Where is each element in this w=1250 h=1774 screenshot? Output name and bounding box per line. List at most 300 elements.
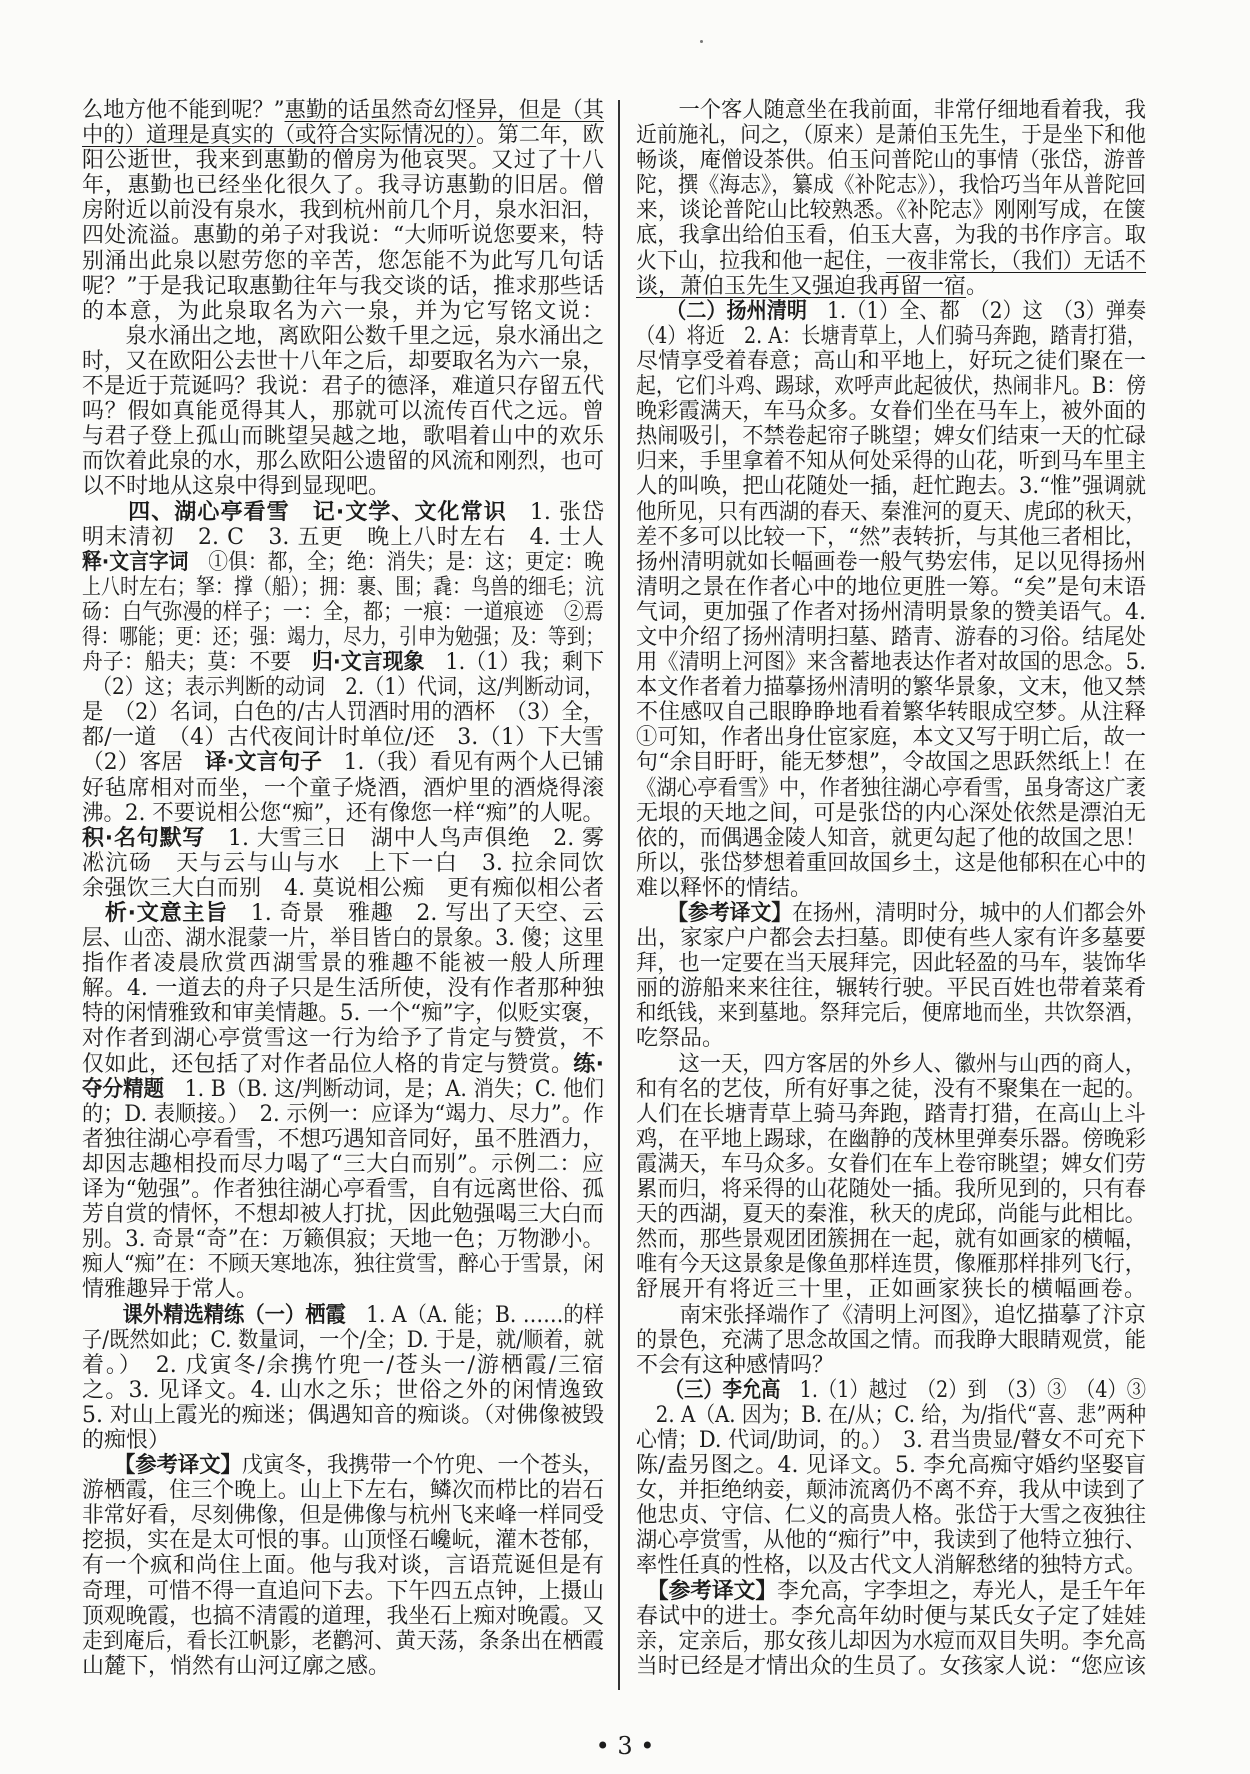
- text-segment: 丽的游船来来往往，辗转行驶。平民百姓也带着菜肴: [636, 976, 1146, 1002]
- section-heading: 练·: [573, 1051, 604, 1077]
- text-line: [82, 776, 604, 801]
- text-line-content: [636, 1428, 1146, 1453]
- text-segment: 么地方他不能到呢？”: [82, 98, 285, 123]
- text-line: [82, 801, 604, 826]
- text-line-content: [636, 474, 1146, 499]
- text-line-content: [636, 926, 1146, 951]
- text-line: [82, 274, 604, 299]
- text-line-content: [82, 324, 604, 349]
- text-line-content: [636, 1378, 1146, 1403]
- column-divider: [618, 100, 620, 1690]
- text-line-content: [636, 650, 1146, 675]
- text-segment: 他所见，只有西湖的春天、秦淮河的夏天、虎邱的秋天，: [636, 499, 1146, 525]
- text-line-content: [636, 625, 1146, 650]
- text-line-content: [636, 223, 1146, 248]
- text-line: [82, 1353, 604, 1378]
- text-line-content: [82, 600, 604, 625]
- text-line: [82, 750, 604, 775]
- text-line-content: [636, 1252, 1146, 1277]
- text-segment: 非常好看，尽刻佛像，但是佛像与杭州飞来峰一样同受: [82, 1503, 604, 1529]
- text-segment: 芳自赏的情怀，不想却被人打扰，因此勉强喝三大白而: [82, 1202, 604, 1228]
- text-line-content: [82, 1403, 604, 1428]
- text-line: [636, 349, 1146, 374]
- text-line: [636, 1503, 1146, 1528]
- text-line: [636, 123, 1146, 148]
- text-line-content: [636, 1353, 834, 1378]
- text-line-content: [82, 1528, 604, 1553]
- text-line: [636, 525, 1146, 550]
- text-line: [82, 725, 604, 750]
- text-line: [636, 1403, 1146, 1428]
- section-heading: 归·文言现象: [311, 650, 425, 676]
- text-line: [636, 826, 1146, 851]
- text-line-content: [82, 700, 604, 725]
- underlined-answer-text: 谈，萧伯玉先生又强迫我再留一宿: [636, 273, 967, 299]
- text-line: [82, 299, 604, 324]
- text-segment: 春试中的进士。李允高年幼时便与某氏女子定了娃娃: [636, 1603, 1146, 1629]
- text-line: [82, 650, 604, 675]
- text-line-content: [636, 123, 1146, 148]
- text-line-content: [636, 951, 1146, 976]
- text-line: [636, 374, 1146, 399]
- section-heading: 课外精选精练（一）栖霞: [122, 1302, 346, 1328]
- text-line: [636, 1127, 1146, 1152]
- text-segment: 房附近以前没有泉水，我到杭州前几个月，泉水汩汩，: [82, 198, 604, 224]
- text-line: [82, 1503, 604, 1528]
- text-line-content: [636, 600, 1146, 625]
- text-segment: 这一天，四方客居的外乡人、徽州与山西的商人，: [636, 1051, 1146, 1077]
- text-line-content: [636, 98, 1146, 123]
- text-line-content: [636, 801, 1146, 826]
- text-line-content: [636, 274, 988, 299]
- text-line: [636, 1277, 1146, 1302]
- text-line: [636, 1227, 1146, 1252]
- text-segment: 好毡席相对而坐，一个童子烧酒，酒炉里的酒烧得滚: [82, 775, 604, 801]
- text-segment: 不会有这种感情吗？: [636, 1352, 835, 1378]
- text-line: [82, 1528, 604, 1553]
- text-line-content: [82, 274, 604, 299]
- text-line: [82, 901, 604, 926]
- text-segment: 用《清明上河图》来含蓄地表达作者对故国的思念。5.: [636, 650, 1146, 676]
- text-line: [82, 1227, 604, 1252]
- text-segment: 而饮着此泉的水，那么欧阳公遗留的风流和刚烈，也可: [82, 449, 604, 475]
- text-line: [636, 274, 1146, 299]
- text-line: [636, 926, 1146, 951]
- text-segment: 的景色，充满了思念故国之情。而我睁大眼睛观赏，能: [636, 1327, 1146, 1353]
- text-line-content: [636, 1202, 1146, 1227]
- text-line: [636, 1453, 1146, 1478]
- text-line: [82, 399, 604, 424]
- text-line: [82, 876, 604, 901]
- text-line-content: [82, 399, 604, 424]
- text-line: [82, 1026, 604, 1051]
- text-line: [636, 700, 1146, 725]
- text-line-content: [82, 474, 390, 499]
- text-segment: 当时已经是才情出众的生员了。女孩家人说：“您应该: [636, 1653, 1146, 1679]
- text-segment: [82, 901, 105, 926]
- text-line: [636, 951, 1146, 976]
- text-segment: 1. B（B. 这/判断动词，是；A. 消失；C. 他们: [164, 1076, 604, 1102]
- text-segment: 归来，手里拿着不知从何处采得的山花，听到马车里主: [636, 449, 1146, 475]
- text-line-content: [636, 299, 1146, 324]
- text-segment: 指作者凌晨欣赏西湖雪景的雅趣不能被一般人所理: [82, 951, 604, 977]
- text-line: [82, 1378, 604, 1403]
- text-line: [636, 173, 1146, 198]
- text-line-content: [636, 1277, 1146, 1302]
- text-segment: 1.（我）看见有两个人已铺: [321, 750, 604, 776]
- text-segment: 近前施礼，问之，（原来）是萧伯玉先生，于是坐下和他: [636, 123, 1146, 149]
- text-segment: 之。3. 见译文。4. 山水之乐；世俗之外的闲情逸致: [82, 1377, 604, 1403]
- text-line-content: [82, 650, 604, 675]
- text-segment: 鸡，在平地上踢球，在幽静的茂林里弹奏乐器。傍晚彩: [636, 1126, 1146, 1152]
- text-line-content: [636, 1478, 1146, 1503]
- text-line-content: [82, 1353, 604, 1378]
- text-line: [636, 299, 1146, 324]
- text-line-content: [82, 550, 604, 575]
- text-line-content: [82, 349, 604, 374]
- text-segment: 陀，撰《海志》，纂成《补陀志》），我恰巧当年从普陀回: [636, 173, 1146, 199]
- text-line: [636, 148, 1146, 173]
- text-line-content: [82, 1001, 604, 1026]
- text-segment: [82, 1453, 125, 1478]
- left-text-column: [82, 98, 604, 1679]
- text-line: [636, 1303, 1146, 1328]
- text-segment: 湖心亭赏雪，从他的“痴行”中，我读到了他特立独行、: [636, 1528, 1146, 1554]
- underlined-answer-text: 中的）道理是真实的（或符合实际情况的）: [82, 123, 477, 149]
- section-heading: （二）扬州清明: [676, 298, 807, 324]
- text-line-content: [636, 1579, 1146, 1604]
- underlined-answer-text: 惠勤的话虽然奇幻怪异，但是（其: [284, 98, 604, 123]
- text-line-content: [82, 1026, 604, 1051]
- text-line: [636, 1077, 1146, 1102]
- text-line-content: [82, 1604, 604, 1629]
- text-segment: 1.（1）我；剩下: [424, 650, 604, 676]
- text-line-content: [636, 1227, 1146, 1252]
- text-line-content: [82, 98, 604, 123]
- text-line-content: [82, 1152, 604, 1177]
- text-line: [636, 500, 1146, 525]
- text-segment: 在扬州，清明时分，城中的人们都会外: [792, 901, 1146, 926]
- text-line-content: [636, 1528, 1146, 1553]
- text-line-content: [636, 1077, 1146, 1102]
- text-line-content: [82, 1277, 258, 1302]
- text-line: [636, 1026, 1146, 1051]
- text-line: [82, 349, 604, 374]
- text-segment: 对作者到湖心亭赏雪这一行为给予了肯定与赞赏，不: [82, 1026, 604, 1052]
- text-segment: 别。3. 奇景“奇”在：万籁俱寂；天地一色；万物渺小。: [82, 1227, 604, 1253]
- text-line: [636, 424, 1146, 449]
- text-segment: 1.（1）全、都 （2）这 （3）弹奏: [806, 298, 1146, 324]
- text-line: [636, 198, 1146, 223]
- text-line-content: [636, 1604, 1146, 1629]
- text-segment: 。第二年，欧: [476, 123, 604, 149]
- text-segment: 然而，那些景观团团簇拥在一起，就有如画家的横幅，: [636, 1227, 1146, 1253]
- text-line: [636, 675, 1146, 700]
- text-segment: 是 （2）名词，白色的/古人罚酒时用的酒杯 （3）全，: [82, 700, 604, 726]
- text-line-content: [82, 1503, 604, 1528]
- section-heading: 【参考译文】: [677, 901, 793, 926]
- text-line-content: [636, 1453, 1146, 1478]
- text-segment: [636, 1378, 675, 1403]
- text-segment: 无垠的天地之间，可是张岱的内心深处依然是漂泊无: [636, 800, 1146, 826]
- text-line-content: [82, 173, 604, 198]
- text-line-content: [636, 575, 1146, 600]
- text-line: [636, 851, 1146, 876]
- text-line: [82, 1629, 604, 1654]
- text-segment: 得：哪能；更：还；强：竭力，尽力，引申为勉强；及：等到；: [82, 624, 604, 650]
- text-line: [636, 776, 1146, 801]
- text-line-content: [82, 826, 604, 851]
- text-line-content: [636, 725, 1146, 750]
- text-line-content: [636, 500, 1146, 525]
- text-line-content: [82, 249, 604, 274]
- section-heading: 析·文意主旨: [104, 901, 228, 926]
- text-line-content: [636, 1152, 1146, 1177]
- text-segment: 人们在长塘青草上骑马奔跑，踏青打猎，在高山上斗: [636, 1101, 1146, 1127]
- text-line-content: [82, 1303, 604, 1328]
- text-line-content: [636, 901, 1146, 926]
- text-segment: 李允高，字李坦之，寿光人，是壬午年: [777, 1578, 1146, 1604]
- text-segment: 率性任真的性格，以及古代文人消解愁绪的独特方式。: [636, 1553, 1146, 1579]
- text-line: [82, 575, 604, 600]
- text-segment: 舟子：船夫；莫：不要: [82, 650, 312, 676]
- text-line: [82, 1127, 604, 1152]
- text-segment: 余强饮三大白而别 4. 莫说相公痴 更有痴似相公者: [82, 875, 604, 901]
- text-segment: 山麓下，悄然有山河辽廓之感。: [82, 1653, 391, 1679]
- text-line-content: [82, 1579, 604, 1604]
- text-segment: 与君子登上孤山而眺望吴越之地，歌唱着山中的欢乐: [82, 424, 604, 450]
- text-segment: 心情；D. 代词/助词，的。） 3. 君当贵显/瞽女不可充下: [636, 1427, 1146, 1453]
- text-line: [82, 223, 604, 248]
- text-segment: 火下山，拉我和他一起住，: [636, 248, 886, 274]
- text-line: [82, 525, 604, 550]
- text-segment: 仅如此，还包括了对作者品位人格的肯定与赞赏。: [82, 1051, 574, 1077]
- text-segment: 奇理，可惜不得一直追问下去。下午四五点钟，上摄山: [82, 1578, 604, 1604]
- text-line-content: [82, 1102, 604, 1127]
- text-segment: 起，它们斗鸡、踢球，欢呼声此起彼伏，热闹非凡。B：傍: [636, 374, 1146, 400]
- text-segment: 泉水涌出之地，离欧阳公数千里之远，泉水涌出之: [82, 323, 604, 349]
- text-line: [82, 1604, 604, 1629]
- text-segment: 走到庵后，看长江帆影，老鹳河、黄天荡，条条出在栖霞: [82, 1628, 604, 1654]
- text-segment: 解。4. 一道去的舟子只是生活所使，没有作者那种独: [82, 976, 604, 1002]
- text-line-content: [82, 951, 604, 976]
- text-line: [82, 1052, 604, 1077]
- text-line: [636, 1328, 1146, 1353]
- text-line-content: [82, 1378, 604, 1403]
- text-segment: （2）客居: [82, 750, 205, 776]
- text-line: [82, 550, 604, 575]
- text-line: [82, 148, 604, 173]
- text-segment: 1.（1）越过 （2）到 （3）③ （4）③: [780, 1377, 1146, 1403]
- text-line: [636, 725, 1146, 750]
- section-heading: 【参考译文】: [657, 1578, 778, 1604]
- text-segment: 5. 对山上霞光的痴迷；偶遇知音的痴谈。（对佛像被毁: [82, 1402, 604, 1428]
- text-line: [636, 625, 1146, 650]
- section-heading: 译·文言句子: [204, 750, 322, 776]
- text-line-content: [82, 1127, 604, 1152]
- text-line-content: [636, 249, 1146, 274]
- text-line: [636, 449, 1146, 474]
- text-line: [82, 1102, 604, 1127]
- section-heading: 释·文言字词: [82, 549, 189, 575]
- text-segment: 他忠贞、守信、仁义的高贵人格。张岱于大雪之夜独往: [636, 1503, 1146, 1529]
- text-line: [82, 1077, 604, 1102]
- text-line-content: [82, 1227, 604, 1252]
- text-segment: 依的，而偶遇金陵人知音，就更勾起了他的故国之思！: [636, 825, 1146, 851]
- text-line-content: [82, 926, 604, 951]
- text-line-content: [636, 1052, 1146, 1077]
- text-line-content: [82, 1453, 604, 1478]
- text-line: [636, 1478, 1146, 1503]
- text-line-content: [82, 1177, 604, 1202]
- text-line-content: [82, 198, 604, 223]
- text-segment: 畅谈，庵僧设茶供。伯玉问普陀山的事情（张岱，游普: [636, 148, 1146, 174]
- text-line: [636, 1629, 1146, 1654]
- text-line-content: [636, 851, 1146, 876]
- text-line: [636, 1528, 1146, 1553]
- text-segment: 的本意，为此泉取名为六一泉，并为它写铭文说：: [82, 298, 604, 324]
- text-line-content: [82, 1428, 170, 1453]
- text-line-content: [636, 173, 1146, 198]
- text-line-content: [82, 1654, 390, 1679]
- text-line-content: [82, 1478, 604, 1503]
- text-line-content: [636, 399, 1146, 424]
- text-line: [636, 750, 1146, 775]
- text-segment: 《湖心亭看雪》中，作者独往湖心亭看雪，虽身寄这广袤: [636, 775, 1146, 801]
- text-line-content: [82, 1328, 604, 1353]
- text-segment: 尽情享受着春意；高山和平地上，好玩之徒们聚在一: [636, 348, 1146, 374]
- text-line: [636, 1353, 1146, 1378]
- text-segment: 2. A（A. 因为；B. 在/从；C. 给，为/指代“喜、悲”两种: [636, 1402, 1146, 1428]
- text-line-content: [636, 876, 812, 901]
- text-line-content: [636, 1001, 1146, 1026]
- text-segment: 1. 大雪三日 湖中人鸟声俱绝 2. 雾: [205, 825, 605, 851]
- text-line: [636, 1553, 1146, 1578]
- text-line-content: [636, 1328, 1146, 1353]
- text-line: [636, 98, 1146, 123]
- text-segment: 吗？假如真能觅得其人，那就可以流传百代之远。曾: [82, 399, 604, 425]
- text-line: [636, 1102, 1146, 1127]
- text-line: [82, 123, 604, 148]
- text-line-content: [636, 700, 1146, 725]
- text-line-content: [82, 625, 604, 650]
- text-line-content: [82, 976, 604, 1001]
- text-segment: 累而归，将采得的山花随处一插。我所见到的，只有春: [636, 1177, 1146, 1203]
- text-line: [636, 1378, 1146, 1403]
- text-line-content: [636, 1102, 1146, 1127]
- text-line-content: [636, 198, 1146, 223]
- text-line-content: [82, 776, 604, 801]
- text-line-content: [636, 1503, 1146, 1528]
- text-segment: 舒展开有将近三十里，正如画家狭长的横幅画卷。: [636, 1277, 1146, 1303]
- text-segment: 沸。2. 不要说相公您“痴”，还有像您一样“痴”的人呢。: [82, 800, 604, 826]
- text-line: [82, 851, 604, 876]
- text-line: [82, 198, 604, 223]
- text-line-content: [636, 976, 1146, 1001]
- text-line: [82, 600, 604, 625]
- text-segment: 。: [966, 273, 989, 299]
- text-line: [82, 1001, 604, 1026]
- text-segment: 戊寅冬，我携带一个竹兜、一个苍头，: [241, 1453, 604, 1479]
- text-line-content: [82, 374, 604, 399]
- scan-speck: [700, 40, 703, 43]
- text-line-content: [636, 374, 1146, 399]
- text-line-content: [82, 851, 604, 876]
- text-line: [82, 449, 604, 474]
- text-line: [82, 1403, 604, 1428]
- text-segment: 顶观晚霞，也搞不清霞的道理，我坐石上痴对晚霞。又: [82, 1603, 604, 1629]
- text-line: [82, 98, 604, 123]
- section-heading: 【参考译文】: [124, 1453, 242, 1479]
- text-segment: 的痴恨）: [82, 1427, 171, 1453]
- text-line-content: [82, 575, 604, 600]
- text-segment: 挖损，实在是太可恨的事。山顶怪石巉岏，灌木苍郁，: [82, 1528, 604, 1554]
- text-segment: （2）这；表示判断的动词 2.（1）代词，这/判断动词，: [82, 675, 604, 701]
- text-segment: 吃祭品。: [636, 1026, 725, 1052]
- text-line: [82, 1152, 604, 1177]
- text-segment: 都/一道 （4）古代夜间计时单位/还 3.（1）下大雪: [82, 725, 604, 751]
- text-segment: ①可知，作者出身仕宦家庭，本文又写于明亡后，故一: [636, 725, 1146, 751]
- text-segment: 时，又在欧阳公去世十八年之后，却要取名为六一泉，: [82, 348, 604, 374]
- text-segment: 年，惠勤也已经坐化很久了。我寻访惠勤的旧居。僧: [82, 173, 604, 199]
- text-segment: 四处流溢。惠勤的弟子对我说：“大师听说您要来，特: [82, 223, 604, 249]
- text-line-content: [82, 801, 604, 826]
- text-segment: 不是近于荒诞吗？我说：君子的德泽，难道只存留五代: [82, 374, 604, 400]
- text-line: [636, 399, 1146, 424]
- text-line: [82, 951, 604, 976]
- text-line-content: [82, 725, 604, 750]
- text-line: [82, 1202, 604, 1227]
- text-line-content: [636, 324, 1146, 349]
- text-segment: 来，谈论普陀山比较熟悉。《补陀志》刚刚写成，在箧: [636, 198, 1146, 224]
- text-line-content: [82, 876, 604, 901]
- text-line: [82, 500, 604, 525]
- text-line: [82, 700, 604, 725]
- text-segment: 气词，更加强了作者对扬州清明景象的赞美语气。4.: [636, 599, 1146, 625]
- text-line: [82, 1328, 604, 1353]
- text-line: [636, 1202, 1146, 1227]
- text-segment: 砀：白气弥漫的样子；一：全，都；一痕：一道痕迹 ②焉: [82, 599, 604, 625]
- text-line-content: [82, 148, 604, 173]
- text-line-content: [636, 1629, 1146, 1654]
- text-segment: 层、山峦、湖水混蒙一片，举目皆白的景象。3. 傻；这里: [82, 926, 604, 952]
- text-segment: [636, 299, 676, 324]
- text-line: [82, 1303, 604, 1328]
- text-line: [82, 173, 604, 198]
- text-segment: 差不多可以比较一下，“然”表转折，与其他三者相比，: [636, 524, 1146, 550]
- text-line-content: [636, 1654, 1146, 1679]
- text-segment: 南宋张择端作了《清明上河图》，追忆描摹了汴京: [636, 1302, 1146, 1328]
- text-line: [82, 675, 604, 700]
- text-segment: 1. 张岱: [506, 499, 605, 525]
- text-line-content: [82, 299, 604, 324]
- text-segment: 和有名的艺伎，所有好事之徒，没有不聚集在一起的。: [636, 1076, 1146, 1102]
- text-line-content: [636, 525, 1146, 550]
- text-line-content: [82, 449, 604, 474]
- text-segment: [636, 1579, 658, 1604]
- text-segment: 的；D. 表顺接。） 2. 示例一：应译为“竭力、尽力”。作: [82, 1101, 604, 1127]
- text-line: [636, 1604, 1146, 1629]
- text-line-content: [82, 1077, 604, 1102]
- text-segment: 出，家家户户都会去扫墓。即使有些人家有许多墓要: [636, 926, 1146, 952]
- text-segment: 陈/盍另图之。4. 见译文。5. 李允高痴守婚约坚娶盲: [636, 1453, 1146, 1479]
- text-segment: 不住感叹自己眼睁睁地看着繁华转眼成空梦。从注释: [636, 700, 1146, 726]
- text-segment: 拜，也一定要在当天展拜完，因此轻盈的马车，装饰华: [636, 951, 1146, 977]
- text-line: [82, 976, 604, 1001]
- text-line: [82, 374, 604, 399]
- text-segment: [82, 1303, 123, 1328]
- text-line-content: [82, 223, 604, 248]
